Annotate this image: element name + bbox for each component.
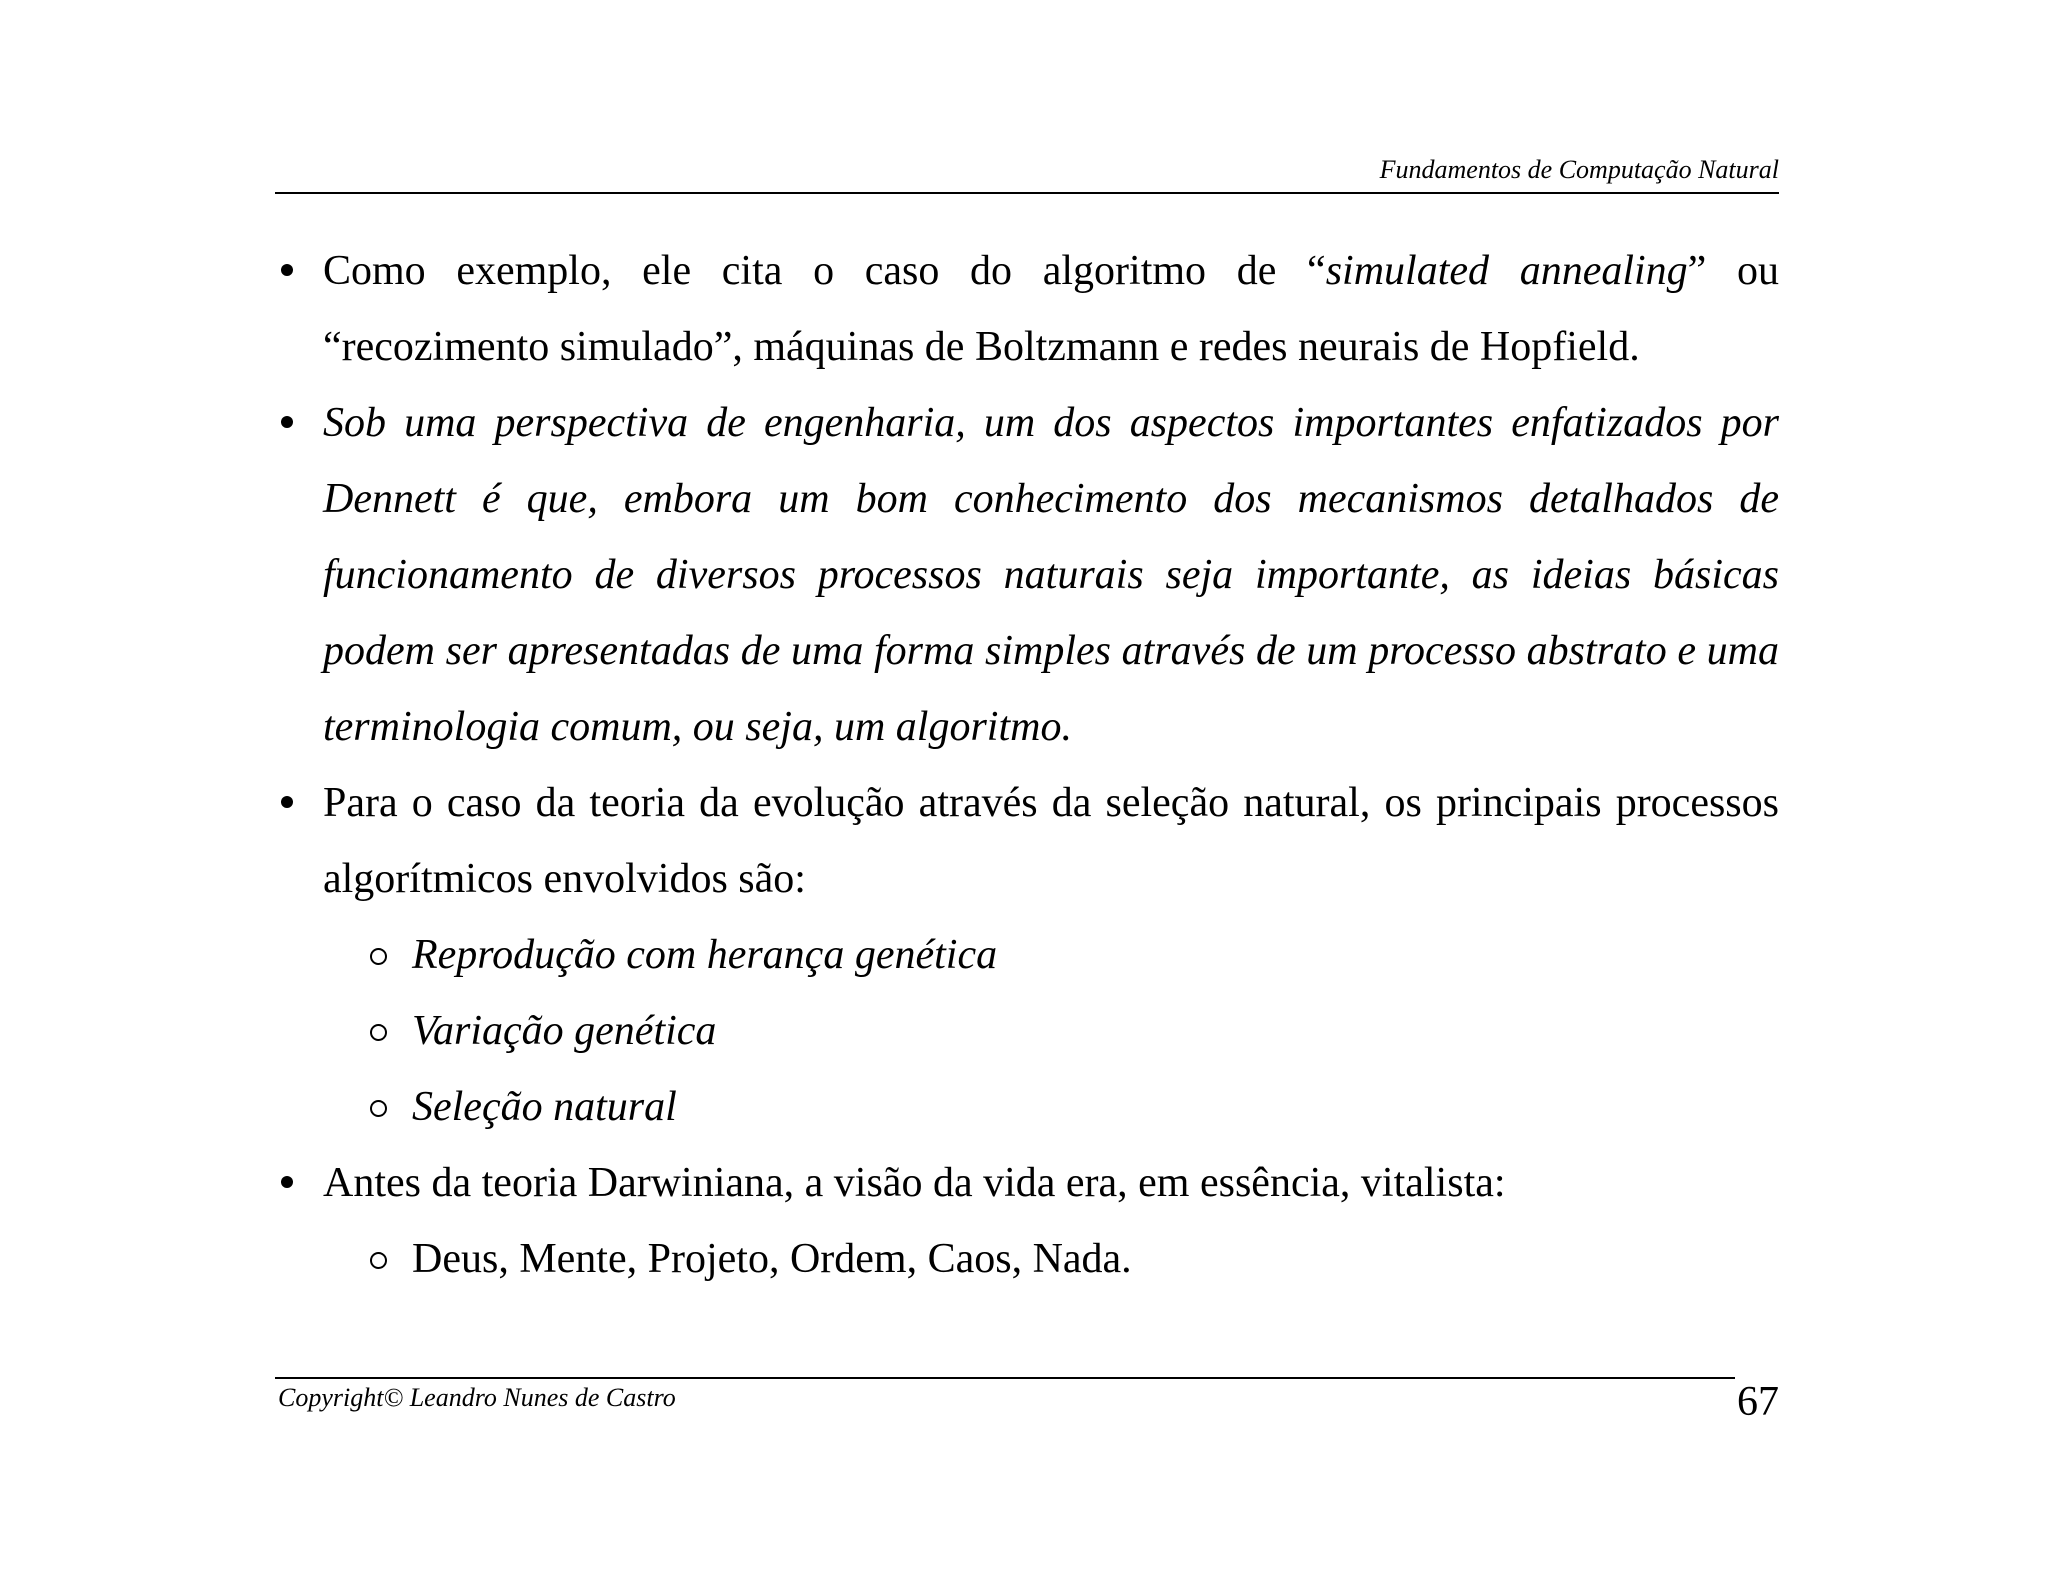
bullet-item-3 — [275, 765, 1779, 917]
bullet-2-text: Sob uma perspectiva de engenharia, um dos aspectos importantes enfatizados por Dennett é que, embora um bom conhecimento dos mecanismos detalhados de funcionamento de diversos processos naturais seja importante, as ideias básicas podem ser apresentadas de uma forma simples através de um processo abstrato e uma terminologia comum, ou seja, um algoritmo. — [323, 400, 1779, 750]
bullet-item-1 — [275, 233, 1779, 385]
circle-bullet-icon — [370, 1252, 387, 1269]
page-number: 67 — [1737, 1379, 1779, 1425]
header-rule — [275, 192, 1779, 194]
bullet-dot — [281, 1176, 293, 1188]
running-header-title: Fundamentos de Computação Natural — [1379, 155, 1779, 184]
sublist-item — [275, 917, 1779, 993]
bullet-1-term-italic: simulated annealing — [1325, 248, 1688, 294]
bullet-item-4 — [275, 1145, 1779, 1221]
bullet-dot — [281, 796, 293, 808]
bullet-dot — [281, 264, 293, 276]
circle-bullet-icon — [370, 1100, 387, 1117]
bullet-1-text-a: Como exemplo, ele cita o caso do algoritmo de “ — [323, 248, 1326, 294]
sublist-item-text: Deus, Mente, Projeto, Ordem, Caos, Nada. — [412, 1236, 1132, 1282]
sublist-item — [275, 1221, 1779, 1297]
bullet-4-sublist — [275, 1221, 1779, 1297]
sublist-item-text: Reprodução com herança genética — [412, 932, 998, 978]
sublist-item — [275, 1069, 1779, 1145]
page-body — [275, 233, 1779, 1297]
circle-bullet-icon — [370, 1024, 387, 1041]
sublist-item-text: Seleção natural — [412, 1084, 677, 1130]
bullet-3-text: Para o caso da teoria da evolução através da seleção natural, os principais processos algorítmicos envolvidos são: — [323, 780, 1779, 902]
sublist-item-text: Variação genética — [412, 1008, 717, 1054]
sublist-item — [275, 993, 1779, 1069]
bullet-4-text: Antes da teoria Darwiniana, a visão da vida era, em essência, vitalista: — [323, 1160, 1506, 1206]
footer-copyright: Copyright© Leandro Nunes de Castro — [278, 1383, 676, 1412]
footer-rule — [275, 1377, 1735, 1379]
circle-bullet-icon — [370, 948, 387, 965]
bullet-3-sublist — [275, 917, 1779, 1145]
bullet-1-text-b: ” ou “recozimento simulado”, máquinas de Boltzmann e redes neurais de Hopfield. — [323, 248, 1779, 370]
bullet-item-2 — [275, 385, 1779, 765]
bullet-dot — [281, 416, 293, 428]
